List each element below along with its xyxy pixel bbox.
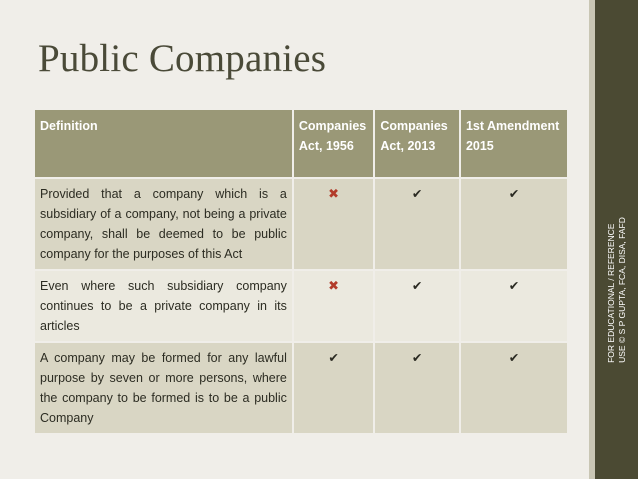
copyright-notice	[595, 0, 638, 479]
table-row	[35, 271, 567, 341]
definition-cell: Even where such subsidiary company continues to be a private company in its articles	[35, 271, 292, 341]
copyright-line-1: FOR EDUCATIONAL / REFERENCE	[605, 223, 616, 363]
header-amendment-2015: 1st Amendment 2015	[461, 110, 567, 177]
check-icon: ✔	[508, 187, 520, 201]
check-icon: ✔	[411, 351, 423, 365]
definition-cell: A company may be formed for any lawful purpose by seven or more persons, where the company to be formed is to be a public Company	[35, 343, 292, 433]
copyright-line-2: USE © S P GUPTA, FCA, DISA, FAFD	[616, 217, 627, 363]
sidebar	[595, 0, 638, 479]
definition-cell: Provided that a company which is a subsidiary of a company, not being a private company, shall be deemed to be public company for the purposes of this Act	[35, 179, 292, 269]
header-act-1956: Companies Act, 1956	[294, 110, 374, 177]
table-row	[35, 343, 567, 433]
header-definition: Definition	[35, 110, 292, 177]
check-icon: ✔	[508, 279, 520, 293]
table-row	[35, 179, 567, 269]
table-header-row	[35, 110, 567, 177]
check-icon: ✔	[411, 279, 423, 293]
cross-icon: ✖	[328, 278, 340, 293]
cross-icon: ✖	[328, 186, 340, 201]
check-icon: ✔	[411, 187, 423, 201]
page-title: Public Companies	[38, 37, 327, 80]
header-act-2013: Companies Act, 2013	[375, 110, 459, 177]
comparison-table	[33, 108, 569, 435]
check-icon: ✔	[508, 351, 520, 365]
check-icon: ✔	[328, 351, 339, 365]
